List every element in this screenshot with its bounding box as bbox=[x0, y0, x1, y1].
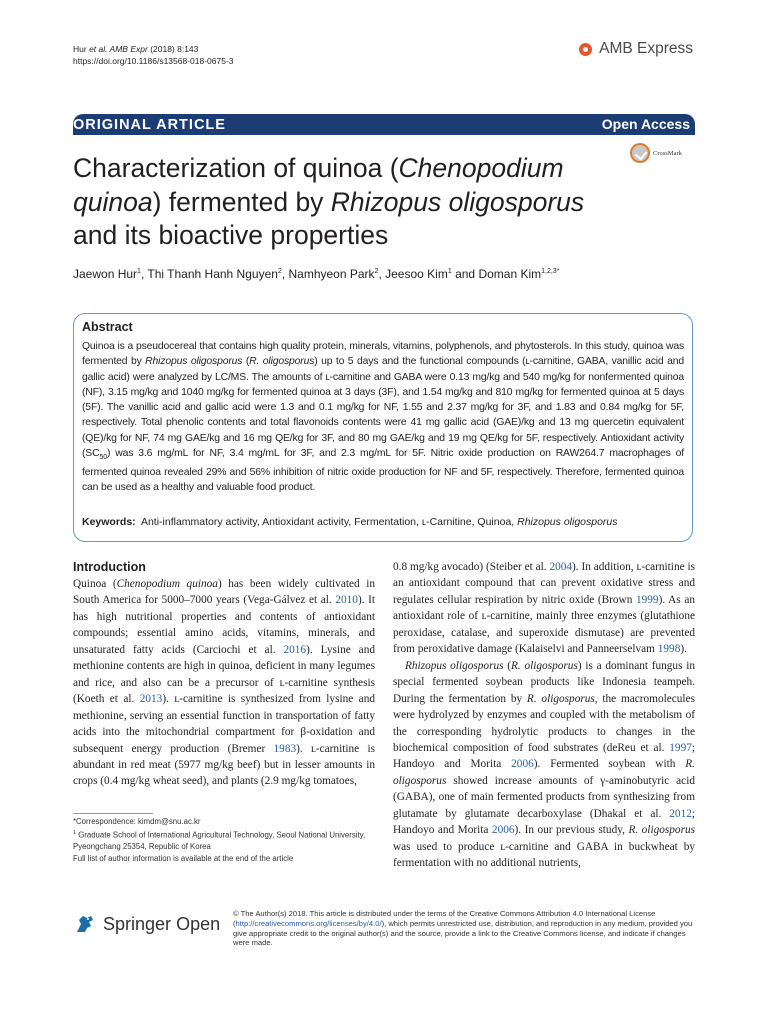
journal-brand bbox=[579, 40, 693, 58]
correspondence-email[interactable]: *Correspondence: kimdm@snu.ac.kr bbox=[73, 817, 201, 826]
author-info-note: Full list of author information is available at the end of the article bbox=[73, 853, 294, 863]
citation-link[interactable]: 1983 bbox=[273, 742, 297, 755]
author[interactable]: Jaewon Hur$^1$ bbox=[73, 267, 141, 281]
intro-paragraph-cont: 0.8 mg/kg avocado) (Steiber et al. 2004). In addition, ʟ-carnitine is an antioxidant compound that can prevent oxidative stress and regulates cellular respiration by nitric oxide (Brown 1999). As an antioxidant role of ʟ-carnitine, mainly three enzymes (glutathione peroxidase, catalase, and superoxide dismutase) are prevented from peroxidative damage (Kalaiselvi and Panneerselvam 1998). bbox=[393, 561, 696, 656]
author[interactable]: Namhyeon Park$^2$ bbox=[288, 267, 379, 281]
license-text: © The Author(s) 2018. This article is distributed under the terms of the Creative Commons Attribution 4.0 International License (http://creativecommons.org/licenses/by/4.0/), which permits unrestricted use, distribution, and reproduction in any medium, provided you give appropriate credit to the original author(s) and the source, provide a link to the Creative Commons license, and indicate if changes were made. bbox=[233, 909, 693, 948]
citation-link[interactable]: 2006 bbox=[511, 758, 534, 771]
open-access-badge: Open Access bbox=[601, 116, 690, 132]
author[interactable]: Jeesoo Kim$^1$ bbox=[385, 267, 452, 281]
keywords-list: Anti-inflammatory activity, Antioxidant activity, Fermentation, ʟ-Carnitine, Quinoa, bbox=[140, 516, 518, 528]
crossmark-button[interactable] bbox=[630, 143, 682, 163]
intro-paragraph: Quinoa (Chenopodium quinoa) has been widely cultivated in South America for 5000–7000 years (Vega-Gálvez et al. 2010). It has high nutritional properties and contents of antioxidant compounds; essential amino acids, vitamins, minerals, and unsaturated fatty acids (Carciochi et al. 2016). Lysine and methionine contents are high in quinoa, deficient in many legumes and rice, and also can be a precursor of ʟ-carnitine synthesis (Koeth et al. 2013). ʟ-carnitine is synthesized from lysine and methionine, serving an essential function in transportation of fatty acids into the mitochondrial compartment for β-oxidation and subsequent energy production (Bremer 1983). ʟ-carnitine is abundant in red meat (5977 mg/kg beef) but in lesser amounts in crops (0.4 mg/kg wheat seed), and plants (2.9 mg/kg tomatoes, bbox=[73, 578, 376, 788]
footnotes bbox=[73, 816, 373, 865]
title-species: Rhizopus oligosporus bbox=[330, 186, 585, 217]
title-species: Chenopodium quinoa bbox=[73, 153, 564, 217]
citation-link[interactable]: 2016 bbox=[283, 643, 307, 656]
article-ribbon bbox=[73, 114, 695, 135]
abstract-text: Quinoa is a pseudocereal that contains high quality protein, minerals, vitamins, polyphenols, and phytosterols. In this study, quinoa was fermented by Rhizopus oligosporus (R. oligosporus) up to 5 days and the functional compounds (ʟ-carnitine, GABA, vanillic acid and gallic acid) were analyzed by LC/MS. The amounts of ʟ-carnitine and GABA were 0.13 mg/kg and 540 mg/kg for nonfermented quinoa (NF), 3.15 mg/kg and 1040 mg/kg for fermented quinoa at 3 days (3F), and 1.54 mg/kg and 810 mg/kg for fermented quinoa at 5 days (5F). The vanillic acid and gallic acid were 1.3 and 0.1 mg/kg for NF, 1.55 and 2.37 mg/kg for 3F, and 1.83 and 0.84 mg/kg for 5F, respectively. Total phenolic contents and total flavonoids contents were 41 mg gallic acid (GAE)/kg and 13 mg quercetin equivalent (QE)/kg for NF, 74 mg GAE/kg and 16 mg QE/kg for 3F, and 80 mg GAE/kg and 19 mg QE/kg for 5F, respectively. Antioxidant activity $(SC_{50})$ was 3.6 mg/mL for NF, 3.4 mg/mL for 3F, and 2.3 mg/mL for 5F. Nitric oxide production on RAW264.7 macrophages of fermented quinoa revealed 29% and 56% inhibition of nitric oxide production for NF and 5F, respectively. Therefore, fermented quinoa can be used as a healthy and valuable food product. bbox=[82, 341, 684, 494]
citation-journal: et al. AMB Expr bbox=[89, 44, 148, 54]
citation-header bbox=[73, 43, 234, 67]
affiliation: $^1$ Graduate School of International Agricultural Technology, Seoul National University, Pyeongchang 25354, Republic of Korea bbox=[73, 829, 366, 852]
body-left-column bbox=[73, 559, 375, 790]
citation-link[interactable]: 1999 bbox=[635, 593, 659, 606]
intro-paragraph: Rhizopus oligosporus (R. oligosporus) is a dominant fungus in special fermented soybean products like Indonesia teampeh. During the fermentation by R. oligosporus, the macromolecules were hydrolyzed by enzymes and coupled with the metabolism of the corresponding hydrolytic products to changes in the biochemical composition of food substrates (deReu et al. 1997; Handoyo and Morita 2006). Fermented soybean with R. oligosporus showed increase amounts of γ-aminobutyric acid (GABA), one of main fermented products from synthesizing from glutamate by glutamate decarboxylase (Dhakal et al. 2012; Handoyo and Morita 2006). In our previous study, R. oligosporus was used to produce ʟ-carnitine and GABA in buckwheat by fermentation with no additional nutrients, bbox=[393, 659, 696, 870]
author-list: Jaewon Hur$^1$, Thi Thanh Hanh Nguyen$^2$, Namhyeon Park$^2$, Jeesoo Kim$^1$ and Doman Kim$^{1,2,3*}$ bbox=[73, 267, 560, 281]
publisher-logo bbox=[73, 912, 220, 936]
citation-author: Hur bbox=[73, 44, 87, 54]
author[interactable]: Doman Kim$^{1,2,3*}$ bbox=[478, 267, 560, 281]
title-part: Characterization of quinoa ( bbox=[73, 153, 399, 183]
citation-link[interactable]: 2004 bbox=[549, 561, 573, 573]
author[interactable]: Thi Thanh Hanh Nguyen$^2$ bbox=[147, 267, 282, 281]
article-title bbox=[73, 152, 633, 253]
citation-link[interactable]: 2010 bbox=[335, 594, 358, 607]
citation-link[interactable]: 2013 bbox=[139, 693, 163, 706]
doi-link[interactable]: https://doi.org/10.1186/s13568-018-0675-3 bbox=[73, 56, 234, 66]
citation-link[interactable]: 2012 bbox=[669, 807, 692, 820]
footnote-divider bbox=[73, 813, 153, 814]
license-link[interactable]: http://creativecommons.org/licenses/by/4.0/ bbox=[235, 918, 382, 928]
citation-link[interactable]: 2006 bbox=[491, 824, 515, 837]
body-right-column bbox=[393, 559, 695, 872]
citation-link[interactable]: 1997 bbox=[669, 741, 692, 754]
abstract-heading: Abstract bbox=[82, 320, 133, 334]
springer-horse-icon bbox=[73, 912, 97, 936]
article-type: ORIGINAL ARTICLE bbox=[73, 117, 226, 133]
journal-logo-icon bbox=[579, 43, 592, 56]
citation-link[interactable]: 1998 bbox=[657, 643, 681, 656]
keywords-label: Keywords: bbox=[82, 516, 136, 528]
keywords bbox=[82, 515, 684, 530]
keywords-species: Rhizopus oligosporus bbox=[517, 516, 618, 528]
title-part: and its bioactive properties bbox=[73, 220, 389, 250]
title-part: ) fermented by bbox=[152, 186, 331, 217]
crossmark-icon bbox=[630, 143, 650, 163]
introduction-heading: Introduction bbox=[73, 560, 146, 574]
journal-name: AMB Express bbox=[599, 40, 693, 57]
citation-volume: (2018) 8:143 bbox=[150, 44, 199, 54]
publisher-name: Springer Open bbox=[103, 913, 221, 934]
crossmark-label: CrossMark bbox=[653, 149, 682, 157]
